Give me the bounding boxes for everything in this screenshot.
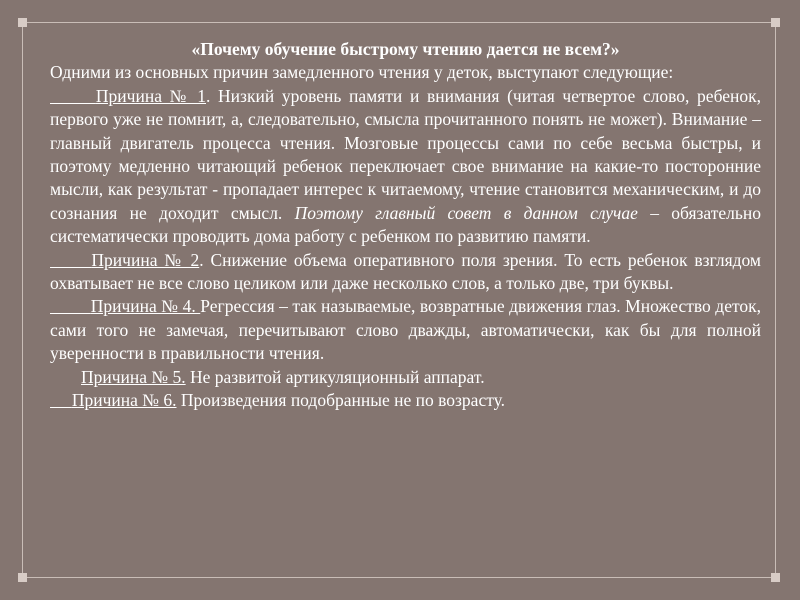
reason-2-paragraph [50,249,761,296]
reason-2-label: Причина № 2 [91,249,200,270]
reason-1-label: Причина № 1 [95,85,207,106]
frame-corner-top-right [771,18,780,27]
reason-2-indent [50,250,91,270]
reason-5-label: Причина № 5. [81,366,186,387]
reason-4-label: Причина № 4. [90,296,201,317]
reason-1-italic: Поэтому главный совет в данном случае [294,202,638,223]
reason-1-indent [50,86,96,106]
frame-corner-bottom-right [771,573,780,582]
slide-content [50,38,761,413]
reason-6-text: Произведения подобранные не по возрасту. [176,390,506,411]
reason-4-indent [50,296,91,316]
reason-4-text: Регрессия – так называемые, возвратные движения глаз. Множество деток, сами того не замечая, перечитывают слово дважды, автоматически, как бы для полной уверенности в правильности чтения. [50,296,762,364]
reason-5-paragraph [50,366,761,389]
reason-6-label: Причина № 6. [71,390,177,411]
reason-1-text: . Низкий уровень памяти и внимания (читая четвертое слово, ребенок, первого уже не помнит, а, следовательно, смысла прочитанного понять не может). Внимание – главный двигатель процесса чтения. Мозговые процессы сами по себе весьма быстры, и поэтому медленно читающий ребенок переключает свое внимание на какие-то посторонние мысли, как результат - пропадает интерес к читаемому, чтение становится механическим, и до сознания не доходит смысл. [50,85,762,223]
reason-1-text-end: – обязательно систематически проводить дома работу с ребенком по развитию памяти. [50,202,761,247]
reason-1-paragraph [50,85,761,249]
reason-2-text: . Снижение объема оперативного поля зрения. То есть ребенок взглядом охватывает не все слово целиком или даже несколько слов, а только две, три буквы. [50,249,762,294]
reason-6-indent [50,390,72,410]
frame-corner-bottom-left [18,573,27,582]
frame-corner-top-left [18,18,27,27]
reason-5-text: Не развитой артикуляционный аппарат. [185,366,485,387]
reason-4-paragraph [50,295,761,365]
slide-title: «Почему обучение быстрому чтению дается не всем?» [191,39,620,59]
reason-6-paragraph [50,389,761,412]
intro-text: Одними из основных причин замедленного чтения у деток, выступают следующие: [50,62,674,83]
